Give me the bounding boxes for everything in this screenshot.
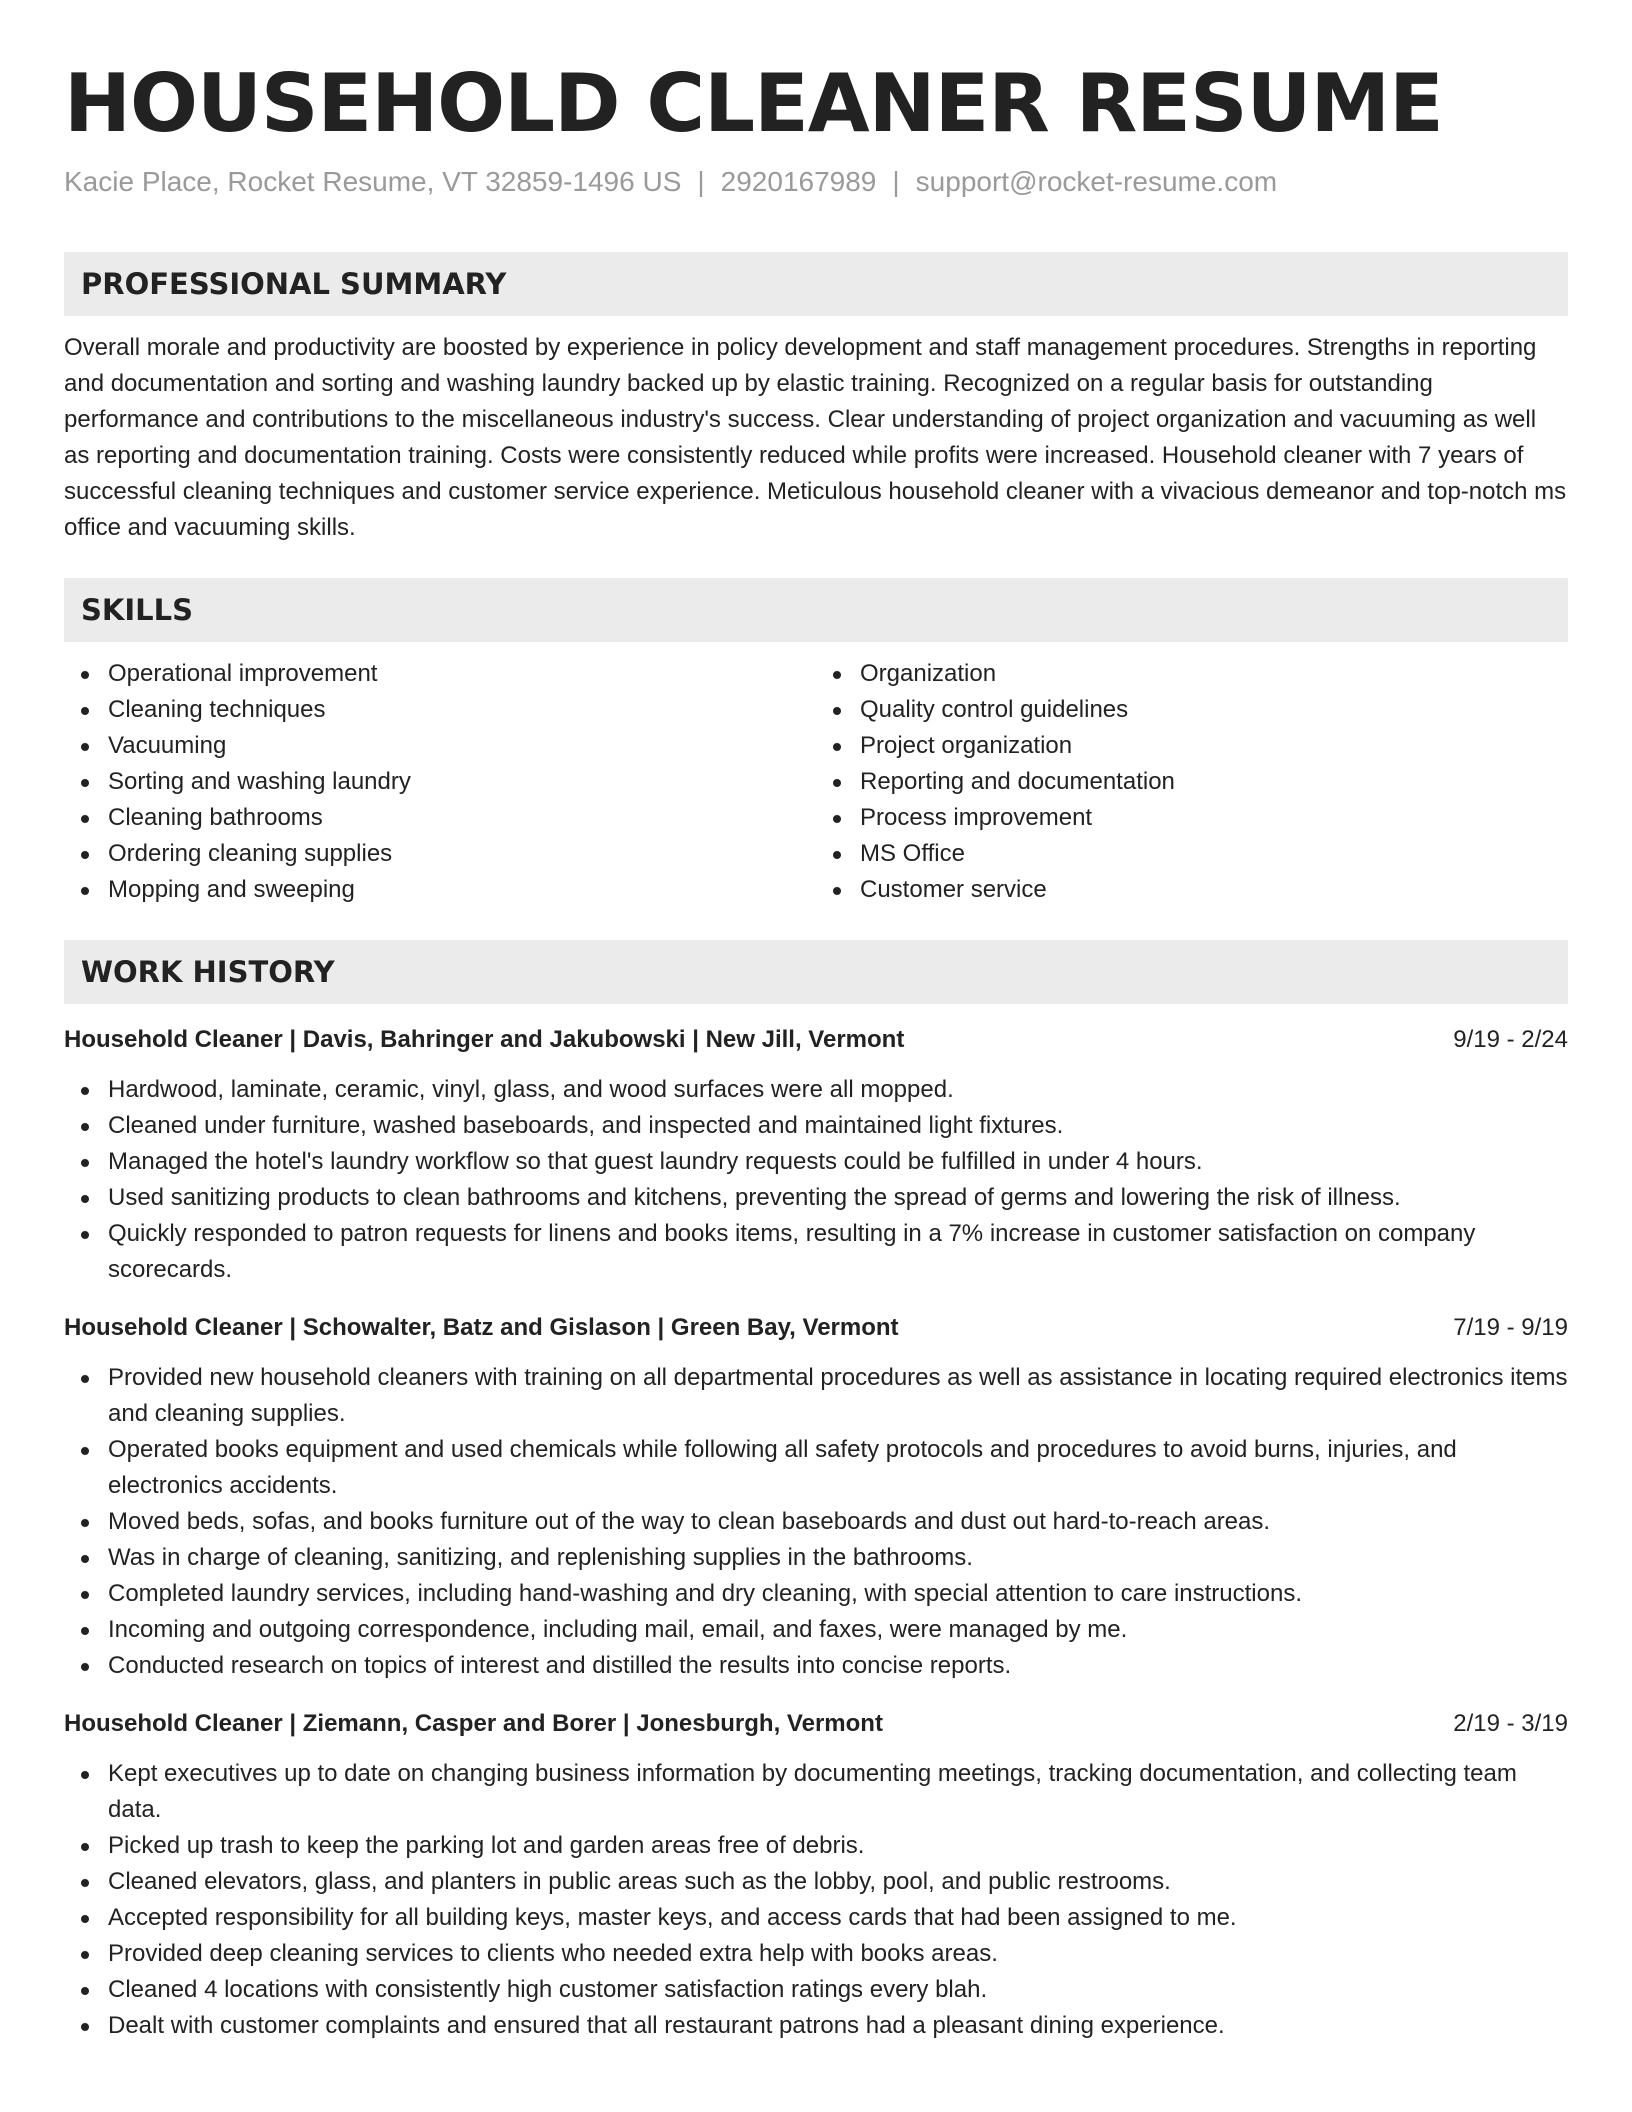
skills-list	[64, 656, 1568, 908]
job-dates: 7/19 - 9/19	[1453, 1314, 1568, 1341]
job-title: Household Cleaner | Schowalter, Batz and Gislason | Green Bay, Vermont	[64, 1314, 899, 1341]
job-header	[64, 1706, 1568, 1742]
job-entry	[64, 1706, 1568, 2044]
job-bullets	[64, 1360, 1568, 1684]
skill-item: Ordering cleaning supplies	[108, 836, 816, 872]
job-bullet: Quickly responded to patron requests for linens and books items, resulting in a 7% increase in customer satisfaction on company scorecards.	[108, 1216, 1568, 1288]
section-header-skills	[64, 578, 1568, 642]
skill-item: Sorting and washing laundry	[108, 764, 816, 800]
skill-item: Project organization	[860, 728, 1568, 764]
job-title: Household Cleaner | Ziemann, Casper and Borer | Jonesburgh, Vermont	[64, 1710, 883, 1737]
job-bullet: Picked up trash to keep the parking lot and garden areas free of debris.	[108, 1828, 1568, 1864]
job-bullet: Moved beds, sofas, and books furniture out of the way to clean baseboards and dust out hard-to-reach areas.	[108, 1504, 1568, 1540]
section-header-summary	[64, 252, 1568, 316]
job-dates: 9/19 - 2/24	[1453, 1026, 1568, 1053]
contact-separator: |	[697, 166, 705, 197]
section-header-work-history	[64, 940, 1568, 1004]
job-bullet: Operated books equipment and used chemicals while following all safety protocols and procedures to avoid burns, injuries, and electronics accidents.	[108, 1432, 1568, 1504]
skill-item: Vacuuming	[108, 728, 816, 764]
job-bullet: Kept executives up to date on changing business information by documenting meetings, tracking documentation, and collecting team data.	[108, 1756, 1568, 1828]
job-bullet: Dealt with customer complaints and ensured that all restaurant patrons had a pleasant dining experience.	[108, 2008, 1568, 2044]
job-header	[64, 1022, 1568, 1058]
skill-item: Customer service	[860, 872, 1568, 908]
job-bullet: Hardwood, laminate, ceramic, vinyl, glass, and wood surfaces were all mopped.	[108, 1072, 1568, 1108]
job-bullet: Cleaned under furniture, washed baseboards, and inspected and maintained light fixtures.	[108, 1108, 1568, 1144]
resume-title: HOUSEHOLD CLEANER RESUME	[64, 57, 1443, 150]
skills-column-left	[64, 656, 816, 908]
skills-column-right	[816, 656, 1568, 908]
skill-item: Cleaning bathrooms	[108, 800, 816, 836]
job-bullet: Completed laundry services, including hand-washing and dry cleaning, with special attention to care instructions.	[108, 1576, 1568, 1612]
contact-line	[64, 164, 1568, 200]
summary-text: Overall morale and productivity are boosted by experience in policy development and staff management procedures. Strengths in reporting and documentation and sorting and washing laundry backed up by elastic training. Recognized on a regular basis for outstanding performance and contributions to the miscellaneous industry's success. Clear understanding of project organization and vacuuming as well as reporting and documentation training. Costs were consistently reduced while profits were increased. Household cleaner with 7 years of successful cleaning techniques and customer service experience. Meticulous household cleaner with a vivacious demeanor and top-notch ms office and vacuuming skills.	[64, 334, 1567, 541]
job-entry	[64, 1310, 1568, 1684]
job-title: Household Cleaner | Davis, Bahringer and Jakubowski | New Jill, Vermont	[64, 1026, 905, 1053]
job-bullet: Was in charge of cleaning, sanitizing, and replenishing supplies in the bathrooms.	[108, 1540, 1568, 1576]
job-bullet: Cleaned elevators, glass, and planters in public areas such as the lobby, pool, and public restrooms.	[108, 1864, 1568, 1900]
job-entry	[64, 1022, 1568, 1288]
contact-email: support@rocket-resume.com	[915, 166, 1278, 197]
skill-item: Mopping and sweeping	[108, 872, 816, 908]
skill-item: MS Office	[860, 836, 1568, 872]
skill-item: Operational improvement	[108, 656, 816, 692]
job-bullet: Conducted research on topics of interest and distilled the results into concise reports.	[108, 1648, 1568, 1684]
contact-phone: 2920167989	[720, 166, 877, 197]
skill-item: Reporting and documentation	[860, 764, 1568, 800]
job-dates: 2/19 - 3/19	[1453, 1710, 1568, 1737]
skill-item: Quality control guidelines	[860, 692, 1568, 728]
job-bullet: Provided deep cleaning services to clients who needed extra help with books areas.	[108, 1936, 1568, 1972]
job-bullet: Accepted responsibility for all building keys, master keys, and access cards that had been assigned to me.	[108, 1900, 1568, 1936]
skill-item: Process improvement	[860, 800, 1568, 836]
job-bullets	[64, 1756, 1568, 2044]
section-title: WORK HISTORY	[81, 955, 335, 989]
contact-separator: |	[892, 166, 900, 197]
job-bullet: Incoming and outgoing correspondence, including mail, email, and faxes, were managed by me.	[108, 1612, 1568, 1648]
job-bullet: Managed the hotel's laundry workflow so that guest laundry requests could be fulfilled in under 4 hours.	[108, 1144, 1568, 1180]
section-title: SKILLS	[81, 593, 193, 627]
section-title: PROFESSIONAL SUMMARY	[81, 267, 507, 301]
skill-item: Cleaning techniques	[108, 692, 816, 728]
contact-address: Kacie Place, Rocket Resume, VT 32859-1496 US	[64, 166, 682, 197]
skill-item: Organization	[860, 656, 1568, 692]
job-bullets	[64, 1072, 1568, 1288]
job-header	[64, 1310, 1568, 1346]
job-bullet: Cleaned 4 locations with consistently high customer satisfaction ratings every blah.	[108, 1972, 1568, 2008]
job-bullet: Provided new household cleaners with training on all departmental procedures as well as assistance in locating required electronics items and cleaning supplies.	[108, 1360, 1568, 1432]
job-bullet: Used sanitizing products to clean bathrooms and kitchens, preventing the spread of germs and lowering the risk of illness.	[108, 1180, 1568, 1216]
